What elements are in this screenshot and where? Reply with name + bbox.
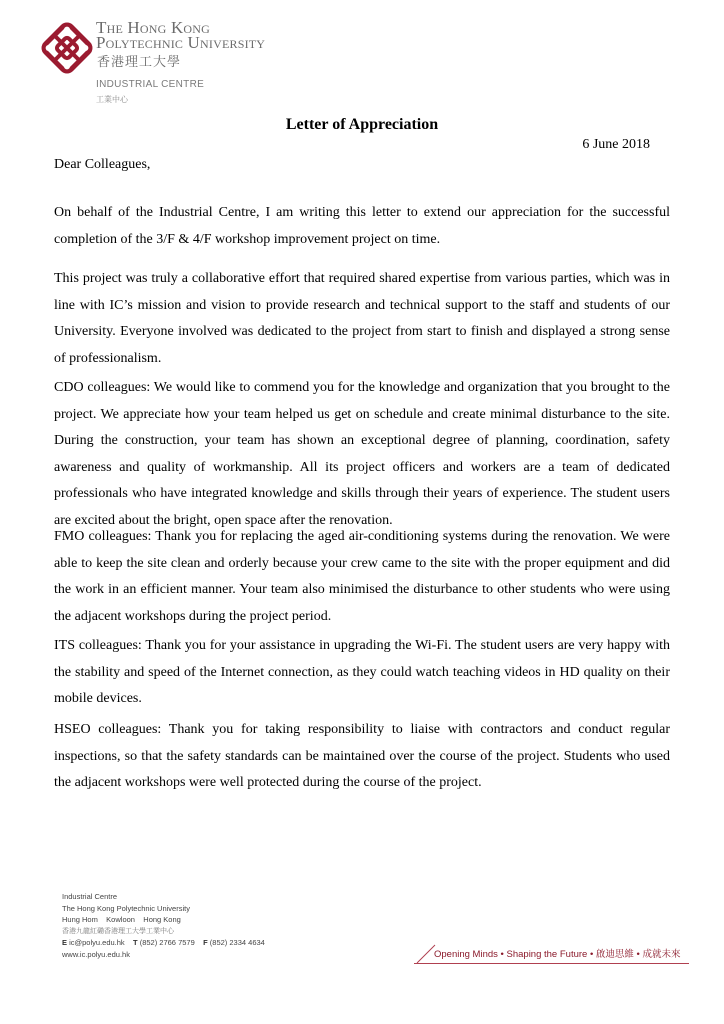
letter-title: Letter of Appreciation xyxy=(285,116,439,133)
department-name: INDUSTRIAL CENTRE xyxy=(96,79,205,90)
address-line: The Hong Kong Polytechnic University xyxy=(62,903,190,913)
slogan-banner xyxy=(414,942,689,964)
paragraph-intro: On behalf of the Industrial Centre, I am writing this letter to extend our appreciation for the successful completion of the 3/F & 4/F workshop improvement project on time. xyxy=(54,205,670,247)
email-label: E xyxy=(62,938,68,947)
department-name-chinese: 工業中心 xyxy=(96,95,128,104)
email-link[interactable]: ic@polyu.edu.hk xyxy=(69,938,125,947)
footer-address xyxy=(62,891,265,960)
university-name-line1: The Hong Kong xyxy=(96,18,211,37)
salutation: Dear Colleagues, xyxy=(54,157,151,172)
paragraph-hseo: HSEO colleagues: Thank you for taking responsibility to liaise with contractors and conduct regular inspections, so that the safety standards can be maintained over the course of the project. Students who used the adjacent workshops were well protected during the course of the project. xyxy=(54,722,670,790)
polyu-logo-icon xyxy=(40,21,94,75)
contact-line xyxy=(62,937,265,949)
paragraph-fmo: FMO colleagues: Thank you for replacing the aged air-conditioning systems during the renovation. We were able to keep the site clean and orderly because your crew came to the site with the proper equipment and did the work in an efficient manner. Your team also minimised the disturbance to other students who were using the adjacent workshops during the project period. xyxy=(54,529,670,624)
slogan-text: Opening Minds • Shaping the Future • 啟迪思維 • 成就未來 xyxy=(434,949,681,960)
letter-date: 6 June 2018 xyxy=(582,137,650,152)
address-line: Industrial Centre xyxy=(62,892,118,901)
address-line: Hung Hom Kowloon Hong Kong xyxy=(62,915,181,924)
paragraph-its: ITS colleagues: Thank you for your assistance in upgrading the Wi-Fi. The student users are very happy with the stability and speed of the Internet connection, as they could watch teaching videos in HD quality on their mobile devices. xyxy=(54,638,670,706)
fax-label: F xyxy=(203,938,208,947)
tel-number: (852) 2766 7579 xyxy=(139,938,195,947)
university-name-line2: Polytechnic University xyxy=(96,33,266,52)
paragraph-collaboration: This project was truly a collaborative effort that required shared expertise from various parties, which was in line with IC’s mission and vision to provide research and technical support to the staff and students of our University. Everyone involved was dedicated to the project from start to finish and displayed a strong sense of professionalism. xyxy=(54,271,670,366)
paragraph-cdo: CDO colleagues: We would like to commend you for the knowledge and organization that you brought to the project. We appreciate how your team helped us get on schedule and create minimal disturbance to the site. During the construction, your team has shown an exceptional degree of planning, coordination, safety awareness and quality of workmanship. All its project officers and workers are a team of dedicated professionals who have integrated knowledge and skills through their years of experience. The student users are excited about the bright, open space after the renovation. xyxy=(54,380,670,528)
tel-label: T xyxy=(133,938,138,947)
university-name-chinese: 香港理工大學 xyxy=(97,55,182,70)
website-link[interactable]: www.ic.polyu.edu.hk xyxy=(62,949,130,959)
fax-number: (852) 2334 4634 xyxy=(209,938,265,947)
university-name xyxy=(96,20,265,50)
slogan-underline xyxy=(414,963,689,964)
address-chinese: 香港九龍紅磡香港理工大學工業中心 xyxy=(62,926,174,935)
